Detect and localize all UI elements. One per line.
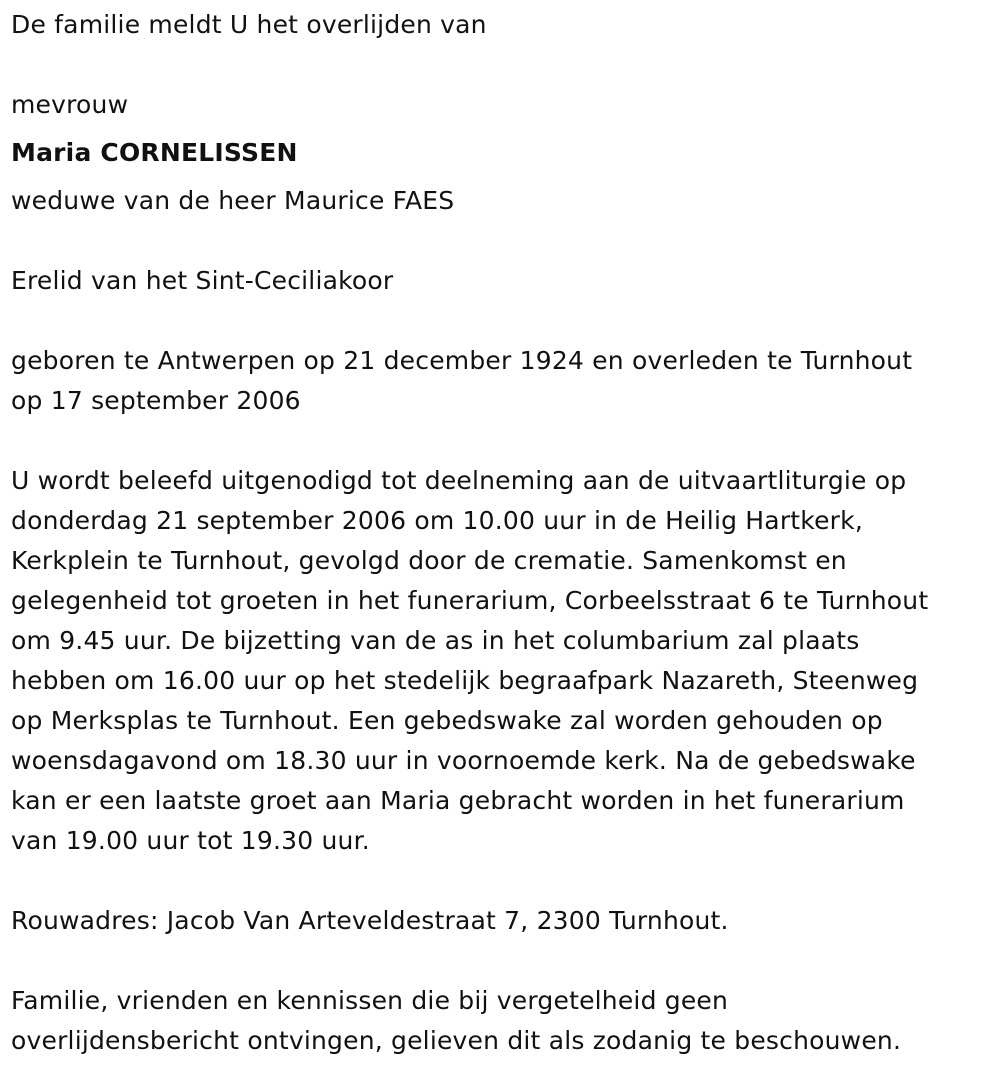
widow-of-text: weduwe van de heer Maurice FAES bbox=[11, 186, 455, 215]
deceased-name: Maria CORNELISSEN bbox=[11, 138, 298, 167]
ceremony-line: woensdagavond om 18.30 uur in voornoemde kerk. Na de gebedswake bbox=[11, 746, 916, 775]
ceremony-line: van 19.00 uur tot 19.30 uur. bbox=[11, 826, 370, 855]
ceremony-line: U wordt beleefd uitgenodigd tot deelneming aan de uitvaartliturgie op bbox=[11, 466, 907, 495]
ceremony-line: donderdag 21 september 2006 om 10.00 uur in de Heilig Hartkerk, bbox=[11, 506, 863, 535]
ceremony-line: hebben om 16.00 uur op het stedelijk begraafpark Nazareth, Steenweg bbox=[11, 666, 919, 695]
birth-death-line: op 17 september 2006 bbox=[11, 386, 301, 415]
birth-death-line: geboren te Antwerpen op 21 december 1924 en overleden te Turnhout bbox=[11, 346, 913, 375]
ceremony-line: Kerkplein te Turnhout, gevolgd door de crematie. Samenkomst en bbox=[11, 546, 847, 575]
ceremony-line: kan er een laatste groet aan Maria gebracht worden in het funerarium bbox=[11, 786, 905, 815]
honor-text: Erelid van het Sint-Ceciliakoor bbox=[11, 266, 394, 295]
closing-line: Familie, vrienden en kennissen die bij vergetelheid geen bbox=[11, 986, 729, 1015]
title-prefix: mevrouw bbox=[11, 90, 129, 119]
ceremony-line: gelegenheid tot groeten in het funerarium, Corbeelsstraat 6 te Turnhout bbox=[11, 586, 929, 615]
closing-line: overlijdensbericht ontvingen, gelieven dit als zodanig te beschouwen. bbox=[11, 1026, 902, 1055]
ceremony-line: op Merksplas te Turnhout. Een gebedswake zal worden gehouden op bbox=[11, 706, 883, 735]
ceremony-line: om 9.45 uur. De bijzetting van de as in het columbarium zal plaats bbox=[11, 626, 860, 655]
intro-text: De familie meldt U het overlijden van bbox=[11, 10, 487, 39]
address-text: Rouwadres: Jacob Van Arteveldestraat 7, 2300 Turnhout. bbox=[11, 906, 729, 935]
